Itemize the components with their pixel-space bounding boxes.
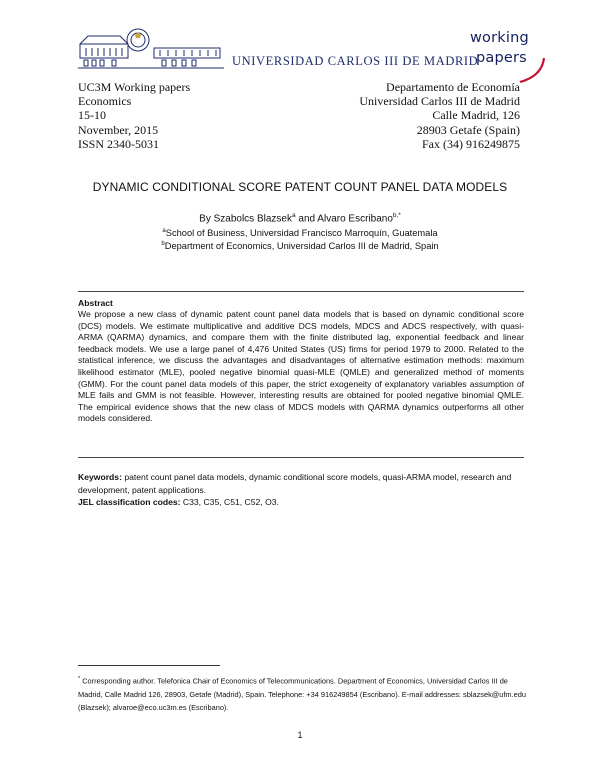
author-2: and Alvaro Escribano [295, 213, 393, 225]
footnote-mark: * [78, 676, 81, 682]
author-2-mark: b,* [392, 212, 401, 219]
footnote [78, 673, 530, 715]
department-city: 28903 Getafe (Spain) [416, 122, 520, 137]
working-papers-brand [460, 30, 550, 85]
affiliation-a-mark: a [162, 228, 166, 234]
abstract-top-rule [78, 291, 524, 292]
keywords-text: patent count panel data models, dynamic conditional score models, quasi-ARMA model, research and development, patent applications. [78, 472, 512, 495]
affiliation-a [0, 228, 600, 238]
university-name: UNIVERSIDAD CARLOS III DE MADRID [232, 54, 479, 68]
affiliation-b-mark: b [161, 241, 165, 247]
jel-codes [78, 497, 279, 507]
department-street: Calle Madrid, 126 [432, 108, 520, 123]
university-logo [78, 26, 224, 72]
jel-label: JEL classification codes: [78, 497, 181, 507]
department-university: Universidad Carlos III de Madrid [359, 94, 520, 109]
paper-number: 15-10 [78, 108, 106, 123]
keywords [78, 471, 528, 496]
affiliation-b [0, 241, 600, 251]
page-number: 1 [297, 730, 303, 740]
series-name: UC3M Working papers [78, 80, 191, 94]
department-fax: Fax (34) 916249875 [422, 136, 520, 151]
footnote-text: Corresponding author. Telefonica Chair of Economics of Telecommunications. Department of Economics, Universidad Carlos III de Madrid, Calle Madrid 126, 28903, Getafe (Madrid), Spain. Telephone: +34 916249854 (Escribano). E-mail addresses: sblazsek@ufm.edu (Blazsek); alvaroe@eco.uc3m.es (Escribano). [78, 676, 526, 713]
abstract-text: We propose a new class of dynamic patent count panel data models that is based on dynamic conditional score (DCS) models. We estimate multiplicative and additive DCS models, MDCS and ADCS respectively, with quasi-ARMA (QARMA) dynamics, and compare them with the finite distributed lag, exponential feedback and linear feedback models. We use a large panel of 4,476 United States (US) firms for period 1979 to 2000. Related to the statistical inference, we discuss the advantages and disadvantages of alternative estimation methods: maximum likelihood estimator (MLE), pooled negative binomial quasi-MLE (QMLE) and generalized method of moments (GMM). For the count panel data models of this paper, the strict exogeneity of explanatory variables assumption of MLE fails and GMM is not feasible. However, interesting results are obtained for pooled negative binomial QMLE. The empirical evidence shows that the new class of MDCS models with QARMA dynamics outperforms all other models considered. [78, 309, 524, 424]
keywords-label: Keywords: [78, 472, 122, 482]
issn: ISSN 2340-5031 [78, 136, 160, 151]
publication-info [78, 80, 190, 151]
brand-word-working: working [470, 30, 529, 46]
abstract-bottom-rule [78, 457, 524, 458]
author-line [0, 212, 600, 224]
brand-word-papers: papers [476, 50, 527, 66]
publication-date: November, 2015 [78, 122, 159, 137]
author-1: By Szabolcs Blazsek [199, 213, 292, 225]
affiliation-a-text: School of Business, Universidad Francisco Marroquín, Guatemala [165, 228, 438, 239]
field-name: Economics [78, 94, 132, 109]
jel-text: C33, C35, C51, C52, O3. [180, 497, 279, 507]
affiliation-b-text: Department of Economics, Universidad Carlos III de Madrid, Spain [164, 241, 439, 252]
footnote-rule [78, 665, 220, 666]
paper-title: DYNAMIC CONDITIONAL SCORE PATENT COUNT PANEL DATA MODELS [92, 180, 508, 194]
department-name: Departamento de Economía [386, 80, 520, 94]
abstract-heading: Abstract [78, 298, 113, 308]
department-address [359, 80, 520, 151]
author-1-mark: a [291, 212, 296, 219]
